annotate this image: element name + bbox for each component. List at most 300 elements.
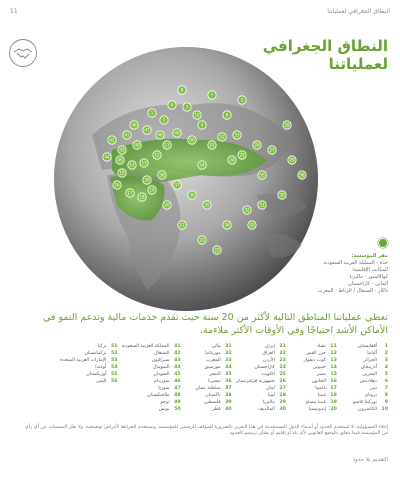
map-pin	[218, 133, 226, 141]
country-number: 40	[225, 407, 232, 412]
country-item	[290, 357, 337, 364]
map-pin-number: 51	[209, 142, 215, 148]
country-number: 36	[225, 379, 232, 384]
map-pin	[228, 156, 236, 164]
legend-line: كوالالمبور - ماليزيا	[349, 274, 388, 280]
map-pin-number: 24	[229, 157, 235, 163]
country-item	[290, 399, 337, 406]
country-number: 39	[225, 400, 232, 405]
map-pin	[148, 109, 156, 117]
map-pin	[168, 101, 176, 109]
country-item	[290, 392, 337, 399]
map-pin-number: 28	[284, 122, 290, 128]
country-item	[185, 364, 232, 371]
country-number: 21	[279, 344, 286, 349]
country-name: الكويت	[261, 372, 275, 377]
country-name: كازاخستان	[254, 365, 275, 370]
country-name: المالديف	[257, 407, 275, 412]
country-item	[185, 357, 232, 364]
map-pin	[113, 181, 121, 189]
country-item	[341, 406, 388, 413]
map-pin	[198, 236, 206, 244]
country-item	[60, 357, 117, 364]
country-item	[236, 371, 286, 378]
map-pin	[203, 201, 211, 209]
country-item	[185, 371, 232, 378]
map-pin	[243, 206, 251, 214]
country-item	[236, 378, 286, 385]
country-item	[236, 357, 286, 364]
map-pin	[148, 186, 156, 194]
country-item	[236, 350, 286, 357]
country-number: 35	[225, 372, 232, 377]
map-pin	[108, 136, 116, 144]
country-item	[290, 343, 337, 350]
map-pin	[178, 86, 186, 94]
country-number: 27	[279, 386, 286, 391]
map-pin	[238, 96, 246, 104]
map-pin	[198, 161, 206, 169]
map-pin-number: 32	[244, 207, 250, 213]
country-name: غامبيا	[315, 386, 326, 391]
country-number: 2	[384, 351, 388, 356]
map-pin-number: 29	[289, 157, 295, 163]
country-name: غينيا بيساو	[305, 400, 326, 405]
country-item	[121, 378, 180, 385]
country-number: 56	[110, 379, 118, 384]
country-name: إندونيسيا	[308, 407, 326, 412]
map-pin	[163, 201, 171, 209]
map-pin-number: 25	[239, 152, 245, 158]
map-pin	[138, 193, 146, 201]
map-pin-number: 16	[114, 182, 120, 188]
map-pin	[153, 151, 161, 159]
country-name: قطر	[211, 407, 221, 412]
country-item	[121, 385, 180, 392]
country-item	[185, 399, 232, 406]
map-pin	[173, 181, 181, 189]
country-name: اليمن	[96, 379, 107, 384]
map-pin-number: 3	[185, 104, 189, 110]
map-pin-number: 18	[139, 194, 145, 200]
map-pin-number: 35	[204, 202, 210, 208]
country-item	[185, 343, 232, 350]
map-pin-number: 42	[109, 137, 115, 143]
map-pin-number: 48	[157, 132, 163, 138]
country-name: ليبيا	[267, 393, 275, 398]
country-number: 30	[279, 407, 286, 412]
country-name: المملكة العربية السعودية	[121, 344, 170, 349]
map-pin-number: 6	[225, 112, 229, 118]
map-pin-number: 37	[174, 182, 180, 188]
country-number: 14	[330, 365, 337, 370]
country-name: مصر	[316, 372, 326, 377]
map-pin	[288, 156, 296, 164]
country-name: مالي	[211, 344, 221, 349]
map-pin-icon	[378, 238, 388, 248]
country-item	[121, 406, 180, 413]
map-pin	[258, 171, 266, 179]
map-pin-number: 13	[141, 160, 147, 166]
country-number: 24	[279, 365, 286, 370]
map-pin-number: 38	[159, 172, 165, 178]
map-pin-number: 45	[117, 157, 123, 163]
map-pin	[223, 111, 231, 119]
country-item	[290, 378, 337, 385]
map-pin-number: 15	[119, 170, 125, 176]
title-line-1: النطاق الجغرافي	[262, 37, 388, 55]
map-pin-number: 49	[174, 130, 180, 136]
country-item	[341, 392, 388, 399]
country-number: 9	[384, 400, 388, 405]
map-pin-number: 43	[119, 147, 125, 153]
map-pin	[238, 151, 246, 159]
map-pin	[268, 146, 276, 154]
map-pin	[128, 161, 136, 169]
country-item	[60, 343, 117, 350]
map-pin	[183, 103, 191, 111]
map-pin	[188, 191, 196, 199]
country-name: سوريا	[158, 386, 170, 391]
country-item	[60, 371, 117, 378]
map-pin	[193, 111, 201, 119]
country-item	[185, 378, 232, 385]
country-number: 48	[174, 393, 181, 398]
country-name: ألبانيا	[367, 351, 377, 356]
country-number: 38	[225, 393, 232, 398]
country-name: لبنان	[265, 386, 275, 391]
country-name: الصومال	[153, 365, 170, 370]
country-number: 51	[110, 344, 118, 349]
country-name: المغرب	[205, 358, 221, 363]
country-name: جيبوتي	[312, 365, 326, 370]
map-pin	[173, 129, 181, 137]
country-name: أفغانستان	[357, 344, 377, 349]
map-pin-number: 7	[210, 92, 214, 98]
country-name: إيران	[264, 344, 275, 349]
map-pin-number: 41	[124, 132, 130, 138]
country-name: ماليزيا	[262, 400, 275, 405]
country-number: 42	[174, 351, 181, 356]
map-pin-number: 33	[249, 222, 255, 228]
country-number: 37	[225, 386, 232, 391]
country-number: 47	[174, 386, 181, 391]
map-pin	[223, 221, 231, 229]
country-item	[341, 357, 388, 364]
country-name: جمهورية قرغيزستان	[235, 379, 275, 384]
country-name: أذربيجان	[360, 365, 377, 370]
country-name: تركيا	[97, 344, 107, 349]
map-pin-number: 22	[199, 237, 205, 243]
country-name: بروناي	[364, 393, 377, 398]
country-item	[341, 378, 388, 385]
country-item	[121, 357, 180, 364]
country-number: 44	[174, 365, 181, 370]
country-number: 33	[225, 358, 232, 363]
country-name: موزمبيق	[204, 365, 221, 370]
map-pin	[298, 171, 306, 179]
map-pin	[198, 121, 206, 129]
map-pin	[178, 221, 186, 229]
map-pin	[158, 171, 166, 179]
country-number: 54	[110, 365, 118, 370]
map-pin	[160, 116, 168, 124]
country-item	[185, 406, 232, 413]
map-pin-number: 53	[234, 132, 240, 138]
countries-list	[60, 343, 388, 423]
map-pin	[133, 141, 141, 149]
country-number: 7	[384, 386, 388, 391]
map-pin-number: 47	[144, 127, 150, 133]
map-pin	[143, 126, 151, 134]
legend-line: جدة - المملكة العربية السعودية	[323, 260, 388, 266]
country-number: 31	[225, 344, 232, 349]
map-pin	[156, 131, 164, 139]
map-pin	[233, 131, 241, 139]
country-name: كوت ديفوار	[303, 358, 326, 363]
map-pin-number: 44	[104, 154, 110, 160]
map-pin-number: 30	[279, 192, 285, 198]
country-name: باكستان	[205, 393, 221, 398]
map-pin-number: 19	[149, 187, 155, 193]
country-number: 34	[225, 365, 232, 370]
map-pin-number: 52	[219, 134, 225, 140]
country-number: 18	[330, 393, 337, 398]
country-name: سيراليون	[151, 358, 170, 363]
legend-line: المكاتب الإقليمية:	[351, 267, 388, 273]
country-item	[121, 392, 180, 399]
map-pin-number: 4	[200, 122, 204, 128]
country-item	[60, 378, 117, 385]
country-item	[236, 392, 286, 399]
map-pin-number: 12	[154, 152, 160, 158]
country-number: 19	[330, 400, 337, 405]
map-pin-number: 20	[164, 202, 170, 208]
country-name: سورينام	[153, 379, 170, 384]
country-number: 49	[174, 400, 181, 405]
country-column	[185, 343, 232, 423]
country-name: الأردن	[263, 358, 275, 363]
country-item	[290, 371, 337, 378]
map-pin-number: 26	[254, 142, 260, 148]
map-pin-number: 36	[189, 192, 195, 198]
country-number: 46	[174, 379, 181, 384]
country-name: الجابون	[311, 379, 326, 384]
country-name: نيجيريا	[208, 379, 221, 384]
country-item	[60, 350, 117, 357]
country-column	[121, 343, 180, 423]
map-pin-number: 11	[164, 142, 170, 148]
map-pin	[163, 141, 171, 149]
map-pin	[116, 156, 124, 164]
map-pin-number: 10	[194, 112, 200, 118]
country-name: الجزائر	[363, 358, 377, 363]
handshake-icon	[8, 38, 38, 68]
country-name: أوزبكستان	[86, 372, 107, 377]
map-pin	[140, 159, 148, 167]
country-number: 53	[110, 358, 118, 363]
country-name: أوغندا	[95, 365, 107, 370]
country-name: موريتانيا	[205, 351, 221, 356]
country-column	[60, 343, 117, 423]
country-number: 5	[384, 372, 388, 377]
country-item	[185, 392, 232, 399]
map-pin-number: 55	[259, 172, 265, 178]
map-pin-number: 39	[144, 177, 150, 183]
country-item	[236, 343, 286, 350]
country-number: 41	[174, 344, 181, 349]
map-pin	[258, 201, 266, 209]
map-pin-number: 9	[170, 102, 174, 108]
page-header	[10, 8, 390, 20]
country-item	[121, 371, 180, 378]
country-number: 12	[330, 351, 337, 356]
country-number: 52	[110, 351, 118, 356]
country-name: بوركينا فاسو	[353, 400, 377, 405]
section-title: النطاق الجغرافي لعملياتنا	[327, 8, 390, 15]
map-pin-number: 34	[224, 222, 230, 228]
country-item	[341, 364, 388, 371]
map-pin-number: 27	[269, 147, 275, 153]
country-number: 13	[330, 358, 337, 363]
map-pin-number: 54	[199, 162, 205, 168]
map-pin-number: 8	[180, 87, 184, 93]
country-number: 50	[174, 407, 181, 412]
map-pin	[118, 146, 126, 154]
map-pin-number: 17	[127, 190, 133, 196]
map-pin	[103, 153, 111, 161]
country-item	[236, 399, 286, 406]
country-number: 23	[279, 358, 286, 363]
map-pin-number: 5	[240, 97, 244, 103]
map-pin-number: 50	[189, 137, 195, 143]
map-pin-number: 2	[162, 117, 166, 123]
title-line-2: لعملياتنا	[328, 55, 388, 73]
country-item	[290, 385, 337, 392]
country-item	[290, 406, 337, 413]
country-name: تشاد	[316, 344, 326, 349]
map-pin-number: 1	[150, 110, 154, 116]
country-item	[341, 399, 388, 406]
map-pin-number: 31	[259, 202, 265, 208]
country-number: 25	[279, 372, 286, 377]
country-item	[236, 364, 286, 371]
country-name: بنين	[369, 386, 377, 391]
country-number: 16	[330, 379, 337, 384]
country-name: طاجيكستان	[147, 393, 170, 398]
country-number: 26	[279, 379, 286, 384]
country-name: تونس	[158, 407, 170, 412]
country-number: 20	[330, 407, 337, 412]
country-item	[290, 350, 337, 357]
page-number: 11	[10, 8, 18, 15]
map-pin-number: 14	[129, 162, 135, 168]
intro-paragraph: تغطي عملياتنا المناطق التالية لأكثر من 20 سنة حيث تقدم خدمات مالية وتدعم النمو في الأماكن الأشد احتياجًا وفي الأوقات الأكثر ملاءمة.	[43, 312, 388, 336]
country-name: سلطنة عمان	[195, 386, 221, 391]
country-item	[236, 385, 286, 392]
country-number: 8	[384, 393, 388, 398]
country-column	[290, 343, 337, 423]
country-number: 22	[279, 351, 286, 356]
map-pin	[188, 136, 196, 144]
map-pin-number: 56	[299, 172, 305, 178]
map-pin-number: 46	[131, 122, 137, 128]
country-number: 3	[384, 358, 388, 363]
map-pin	[130, 121, 138, 129]
country-item	[121, 350, 180, 357]
map-pin	[283, 121, 291, 129]
country-number: 1	[384, 344, 388, 349]
country-name: العراق	[262, 351, 275, 356]
country-column	[236, 343, 286, 423]
country-name: الإمارات العربية المتحدة	[60, 358, 107, 363]
country-name: غينيا	[317, 393, 326, 398]
country-number: 29	[279, 400, 286, 405]
country-number: 55	[110, 372, 118, 377]
country-number: 32	[225, 351, 232, 356]
country-number: 15	[330, 372, 337, 377]
map-pin-number: 21	[179, 222, 185, 228]
country-name: البحرين	[362, 372, 377, 377]
country-number: 28	[279, 393, 286, 398]
map-pin-number: 40	[134, 142, 140, 148]
map-pin	[143, 176, 151, 184]
map-pin	[126, 189, 134, 197]
map-pin	[208, 141, 216, 149]
country-item	[341, 343, 388, 350]
country-item	[121, 364, 180, 371]
country-item	[185, 385, 232, 392]
legend-line: داكار - السنغال / الرباط - المغرب	[317, 288, 388, 294]
country-item	[185, 350, 232, 357]
country-item	[121, 399, 180, 406]
country-name: النيجر	[209, 372, 221, 377]
map-pin-number: 23	[214, 247, 220, 253]
country-name: تركمانستان	[84, 351, 107, 356]
country-item	[341, 371, 388, 378]
legend-hq-label: مقر المؤسسة:	[351, 253, 388, 259]
headquarters-legend	[278, 238, 388, 295]
map-pin	[248, 221, 256, 229]
country-name: توجو	[160, 400, 170, 405]
country-item	[290, 364, 337, 371]
country-name: الكاميرون	[358, 407, 377, 412]
country-item	[341, 385, 388, 392]
legend-line: ألماتي - كازاخستان	[348, 281, 388, 287]
country-name: فلسطين	[203, 400, 221, 405]
country-item	[60, 364, 117, 371]
country-name: السودان	[153, 372, 170, 377]
country-name: جزر القمر	[306, 351, 326, 356]
country-number: 10	[381, 407, 388, 412]
country-number: 6	[384, 379, 388, 384]
country-item	[341, 350, 388, 357]
country-number: 17	[330, 386, 337, 391]
country-number: 11	[330, 344, 337, 349]
map-pin	[208, 91, 216, 99]
map-pin	[278, 191, 286, 199]
disclaimer: إخلاء المسؤولية: لا تُستخدم الحدود أو أسماء الدول المستخدمة في هذا التقرير بالضرورة للموقف الرسمي للمؤسسة، وتستخدم الخرائط لأغراض توضيحية. ولا تعبّر التسميات عن أي رأي من المؤسسة فيما يتعلق بالوضع القانوني لأي بلد أو إقليم أو بشأن ترسيم الحدود.	[24, 425, 388, 437]
country-item	[121, 343, 180, 350]
country-name: السنغال	[154, 351, 170, 356]
map-pin	[213, 246, 221, 254]
map-pin	[118, 169, 126, 177]
country-number: 4	[384, 365, 388, 370]
country-item	[236, 406, 286, 413]
country-name: بنغلاديش	[359, 379, 377, 384]
country-number: 45	[174, 372, 181, 377]
map-pin	[253, 141, 261, 149]
